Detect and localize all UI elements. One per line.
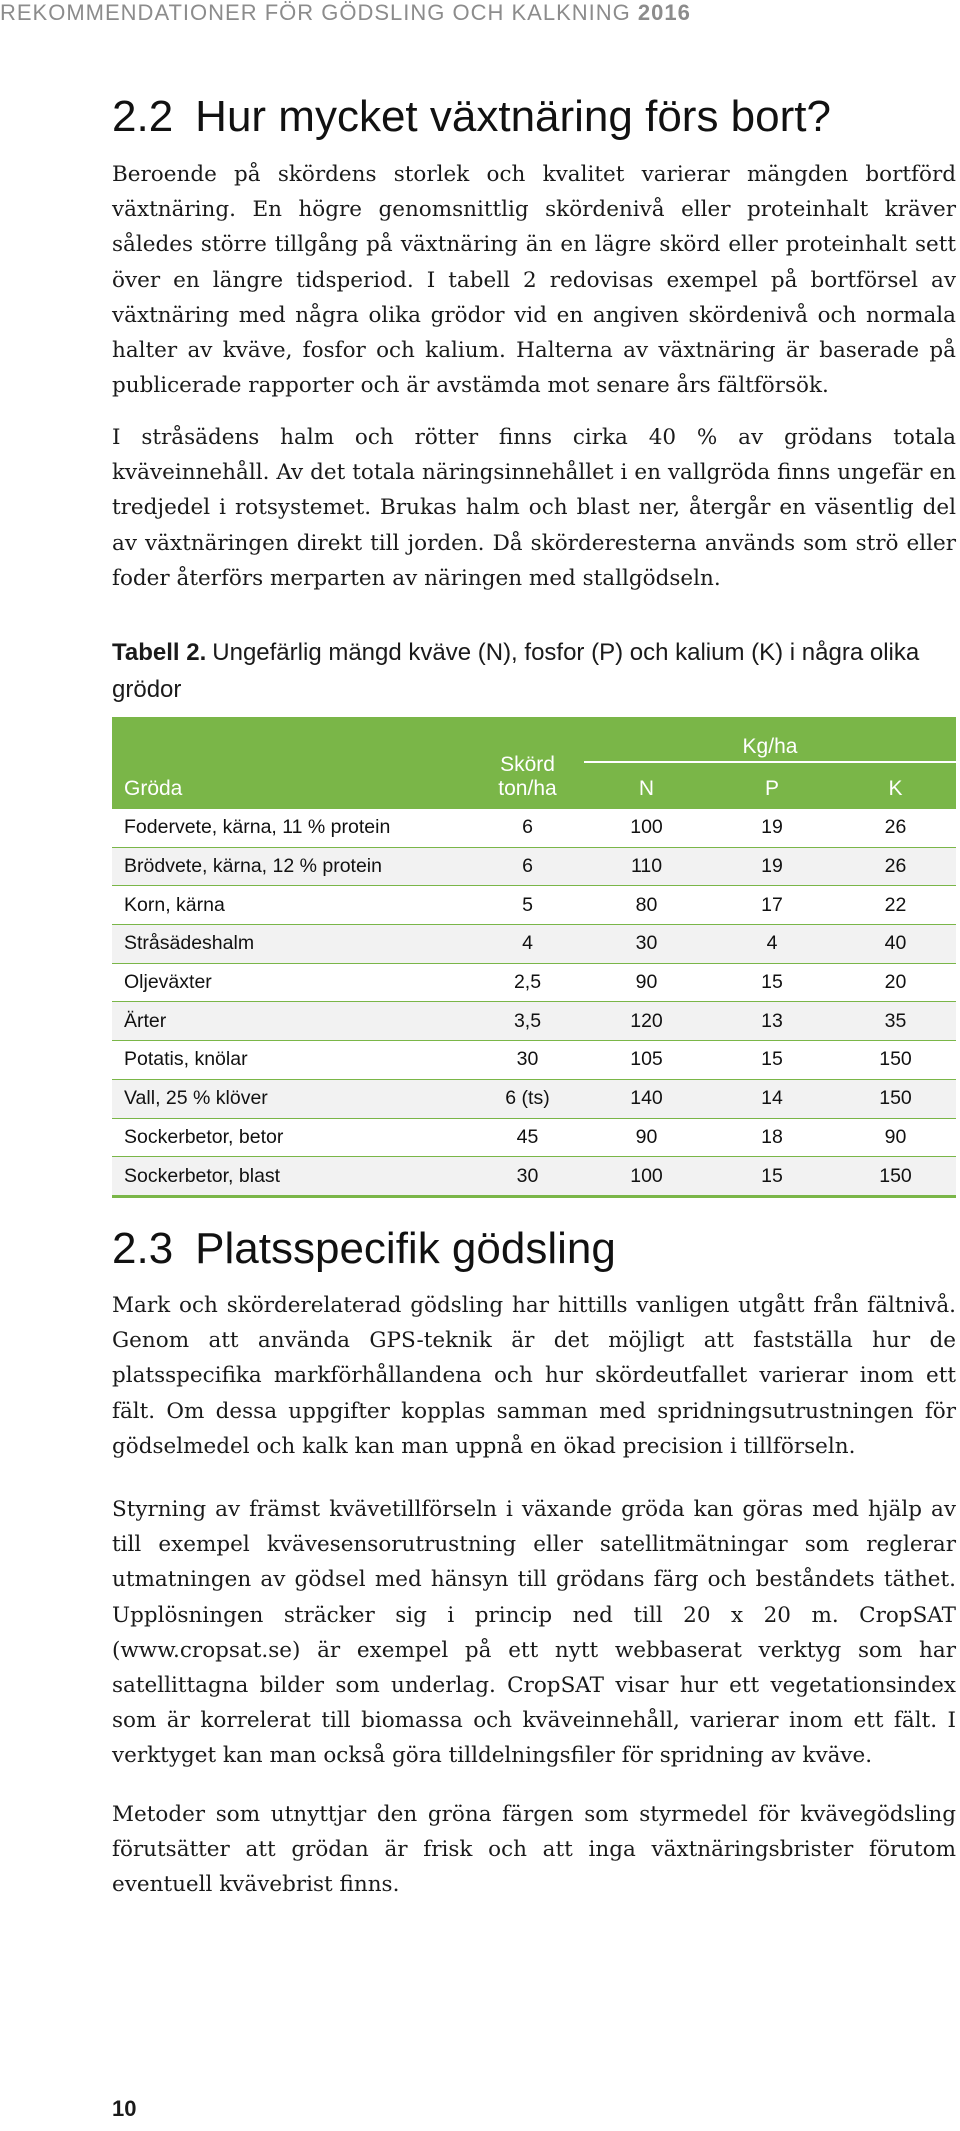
cell-p: 14 [709,1079,835,1118]
table-caption-text: Ungefärlig mängd kväve (N), fosfor (P) och kalium (K) i några olika grödor [112,639,920,703]
table-row [112,925,956,964]
cell-yield: 6 [471,809,584,847]
cell-n: 90 [584,1118,709,1157]
table-row [112,1157,956,1197]
cell-k: 90 [835,1118,956,1157]
cell-p: 15 [709,1157,835,1197]
cell-crop: Ärter [112,1002,471,1041]
cell-p: 17 [709,886,835,925]
column-header-k: K [835,762,956,809]
paragraph-mark-skord: Mark och skörderelaterad gödsling har hittills vanligen utgått från fältnivå. Genom att använda GPS-teknik är det möjligt att fastställa hur de platsspecifika markförhållandena och hur skördeutfallet varierar inom ett fält. Om dessa uppgifter kopplas samman med spridningsutrustningen för gödselmedel och kalk kan man uppnå en ökad precision i tillförseln. [112,1293,956,1459]
cell-crop: Stråsädeshalm [112,925,471,964]
section-title: Platsspecifik gödsling [195,1224,616,1273]
table-header [112,717,956,809]
table-row [112,963,956,1002]
table-row [112,1118,956,1157]
table-row [112,1041,956,1080]
section-title: Hur mycket växtnäring förs bort? [195,92,831,141]
paragraph-strasad: I stråsädens halm och rötter finns cirka 40 % av grödans totala kväveinnehåll. Av det totala näringsinnehållet i en vallgröda finns ungefär en tredjedel i rotsystemet. Brukas halm och blast ner, återgår en väsentlig del av växtnäringen direkt till jorden. Då skörderesterna används som strö eller foder återförs merparten av näringen med stallgödseln. [112,425,956,591]
cell-crop: Vall, 25 % klöver [112,1079,471,1118]
table-caption-label: Tabell 2. [112,639,207,666]
cell-k: 22 [835,886,956,925]
section-heading-2-3 [112,1224,616,1274]
cell-p: 19 [709,847,835,886]
cell-yield: 6 [471,847,584,886]
cell-k: 26 [835,809,956,847]
cell-yield: 6 (ts) [471,1079,584,1118]
cell-p: 13 [709,1002,835,1041]
cell-crop: Potatis, knölar [112,1041,471,1080]
cell-p: 15 [709,1041,835,1080]
cell-k: 150 [835,1157,956,1197]
cell-n: 140 [584,1079,709,1118]
cell-crop: Fodervete, kärna, 11 % protein [112,809,471,847]
column-header-crop: Gröda [112,717,471,809]
cell-yield: 3,5 [471,1002,584,1041]
cell-crop: Korn, kärna [112,886,471,925]
section-heading-2-2 [112,92,831,142]
cell-yield: 45 [471,1118,584,1157]
cell-p: 15 [709,963,835,1002]
column-header-n: N [584,762,709,809]
cell-k: 26 [835,847,956,886]
column-header-yield-line1: Skörd [500,753,555,776]
page-number: 10 [112,2096,137,2121]
cell-k: 35 [835,1002,956,1041]
table-row [112,809,956,847]
cell-p: 4 [709,925,835,964]
column-header-yield-line2: ton/ha [498,777,557,800]
cell-n: 100 [584,809,709,847]
cell-p: 18 [709,1118,835,1157]
cell-n: 30 [584,925,709,964]
cell-n: 80 [584,886,709,925]
table-row [112,847,956,886]
running-header-title: REKOMMENDATIONER FÖR GÖDSLING OCH KALKNING [0,0,631,25]
cell-p: 19 [709,809,835,847]
cell-yield: 30 [471,1041,584,1080]
cell-crop: Brödvete, kärna, 12 % protein [112,847,471,886]
nutrient-removal-table [112,717,956,1198]
cell-crop: Oljeväxter [112,963,471,1002]
cell-n: 100 [584,1157,709,1197]
running-header [0,0,800,26]
column-group-kg-ha: Kg/ha [584,717,956,762]
cell-yield: 4 [471,925,584,964]
table-row [112,1079,956,1118]
cell-n: 90 [584,963,709,1002]
table-row [112,886,956,925]
cell-k: 150 [835,1041,956,1080]
cell-yield: 30 [471,1157,584,1197]
running-header-year: 2016 [637,0,691,25]
column-header-p: P [709,762,835,809]
cell-yield: 5 [471,886,584,925]
paragraph-bortforsel: Beroende på skördens storlek och kvalitet varierar mängden bortförd växtnäring. En högre genomsnittlig skördenivå eller proteinhalt kräver således större tillgång på växtnäring än en lägre skörd eller proteinhalt sett över en längre tidsperiod. I tabell 2 redovisas exempel på bortförsel av växtnäring med några olika grödor vid en angiven skördenivå och normala halter av kväve, fosfor och kalium. Halterna av växtnäring är baserade på publicerade rapporter och är avstämda mot senare års fältförsök. [112,162,956,399]
cell-crop: Sockerbetor, betor [112,1118,471,1157]
table-caption [112,634,957,708]
section-number: 2.3 [112,1224,174,1273]
cell-n: 105 [584,1041,709,1080]
cell-k: 40 [835,925,956,964]
cell-k: 20 [835,963,956,1002]
table-body [112,809,956,1196]
paragraph-metoder: Metoder som utnyttjar den gröna färgen som styrmedel för kvävegödsling förutsätter att grödan är frisk och att inga växtnäringsbrister förutom eventuell kvävebrist finns. [112,1802,956,1898]
column-header-yield [471,717,584,809]
cell-k: 150 [835,1079,956,1118]
paragraph-styrning: Styrning av främst kvävetillförseln i växande gröda kan göras med hjälp av till exempel kvävesensorutrustning eller satellitmätningar som reglerar utmatningen av gödsel med hänsyn till grödans färg och beståndets täthet. Upplösningen sträcker sig i princip ned till 20 x 20 m. CropSAT (www.cropsat.se) är exempel på ett nytt webbaserat verktyg som har satellittagna bilder som underlag. CropSAT visar hur ett vegetationsindex som är korrelerat till biomassa och kväveinnehåll, varierar inom ett fält. I verktyget kan man också göra tilldelningsfiler för spridning av kväve. [112,1497,956,1769]
cell-n: 120 [584,1002,709,1041]
cell-yield: 2,5 [471,963,584,1002]
cell-crop: Sockerbetor, blast [112,1157,471,1197]
cell-n: 110 [584,847,709,886]
section-number: 2.2 [112,92,174,141]
table-row [112,1002,956,1041]
